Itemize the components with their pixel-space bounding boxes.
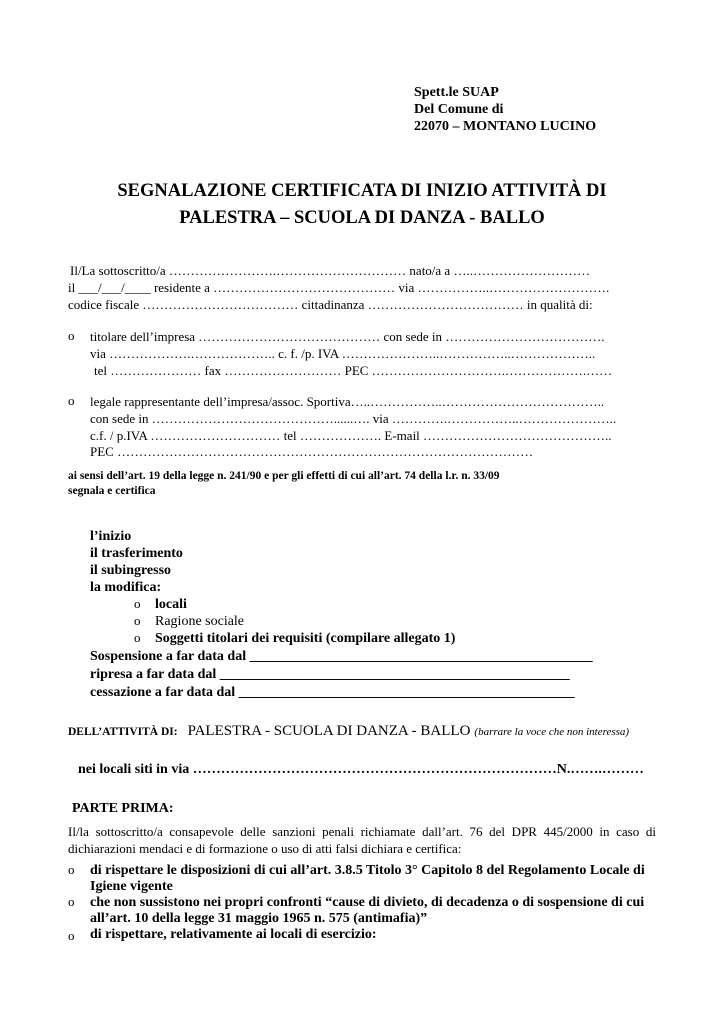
declaration-item: che non sussistono nei propri confronti “cause di divieto, di decadenza o di sospensione di cui	[90, 895, 645, 910]
declarant-line: Il/La sottoscritto/a …………………….………………………… nato/a a …..………………………	[70, 263, 590, 278]
owner-line: titolare dell’impresa …………………………………… con sede in ……………………………….	[90, 329, 605, 344]
addressee-block	[414, 84, 596, 135]
part-one-heading: PARTE PRIMA:	[72, 801, 174, 816]
report-trasferimento: il trasferimento	[90, 546, 183, 561]
declaration-item: di rispettare le disposizioni di cui all’art. 3.8.5 Titolo 3° Capitolo 8 del Regolamento Locale di	[90, 863, 645, 878]
declarant-line: il ___/___/____ residente a …………………………………… via ……………..……………………….	[68, 280, 610, 295]
bullet-icon[interactable]: o	[68, 928, 75, 943]
sospensione-date-field[interactable]: Sospensione a far data dal _________________________________________________	[90, 649, 593, 664]
owner-line: via ……………….……………….. c. f. /p. IVA …………………..……………..………………..	[90, 346, 596, 361]
bullet-icon[interactable]: o	[134, 613, 141, 628]
modifica-item-soggetti: Soggetti titolari dei requisiti (compilare allegato 1)	[155, 631, 456, 646]
legal-rep-line: PEC ……………………………………………………………………………………	[90, 444, 534, 459]
part-one-intro: Il/la sottoscritto/a consapevole delle sanzioni penali richiamate dall’art. 76 del DPR 445/2000 in caso di dichiarazioni mendaci e di formazione o uso di atti falsi dichiara e certifica:	[68, 824, 656, 856]
legal-reference-verb: segnala e certifica	[68, 485, 156, 497]
legal-reference: ai sensi dell’art. 19 della legge n. 241/90 e per gli effetti di cui all’art. 74 della l.r. n. 33/09	[68, 470, 500, 482]
bullet-icon[interactable]: o	[68, 862, 75, 877]
declaration-item: di rispettare, relativamente ai locali di esercizio:	[90, 927, 377, 942]
modifica-item-ragione-sociale: Ragione sociale	[155, 614, 245, 629]
bullet-icon[interactable]: o	[68, 328, 75, 343]
report-inizio: l’inizio	[90, 529, 132, 544]
bullet-icon[interactable]: o	[68, 393, 75, 408]
addressee-line: Spett.le SUAP	[414, 85, 499, 100]
declarant-line: codice fiscale ……………………………… cittadinanza ……………………………… in qualità di:	[68, 297, 593, 312]
legal-rep-line: con sede in ……………………………………......…. via ………….……………..…………………..	[90, 411, 617, 426]
document-title-line1: SEGNALAZIONE CERTIFICATA DI INIZIO ATTIVITÀ DI	[117, 181, 607, 201]
addressee-line: Del Comune di	[414, 102, 504, 117]
premises-address-field[interactable]: nei locali siti in via ……………………………………………………………………N.…….………	[78, 762, 644, 777]
activity-name: PALESTRA - SCUOLA DI DANZA - BALLO	[187, 723, 471, 739]
cessazione-date-field[interactable]: cessazione a far data dal ________________________________________________	[90, 685, 575, 700]
modifica-item-locali: locali	[155, 597, 187, 612]
bullet-icon[interactable]: o	[134, 630, 141, 645]
report-modifica: la modifica:	[90, 580, 162, 595]
ripresa-date-field[interactable]: ripresa a far data dal __________________________________________________	[90, 667, 570, 682]
owner-line: tel ………………… fax ……………………… PEC ………………………….……………….……	[94, 363, 613, 378]
addressee-line: 22070 – MONTANO LUCINO	[414, 119, 597, 134]
activity-line	[68, 722, 629, 740]
bullet-icon[interactable]: o	[68, 894, 75, 909]
legal-rep-line: legale rappresentante dell’impresa/assoc. Sportiva…..……………..………………………………..	[90, 394, 605, 409]
activity-note: (barrare la voce che non interessa)	[474, 726, 630, 738]
declaration-item-cont: Igiene vigente	[90, 879, 173, 894]
activity-prefix: DELL’ATTIVITÀ DI:	[68, 726, 178, 738]
bullet-icon[interactable]: o	[134, 596, 141, 611]
declaration-item-cont: all’art. 10 della legge 31 maggio 1965 n. 575 (antimafia)”	[90, 911, 428, 926]
report-subingresso: il subingresso	[90, 563, 172, 578]
document-title-line2: PALESTRA – SCUOLA DI DANZA - BALLO	[179, 208, 545, 228]
legal-rep-line: c.f. / p.IVA ………………………… tel ………………. E-mail ……………………………………..	[90, 428, 612, 443]
